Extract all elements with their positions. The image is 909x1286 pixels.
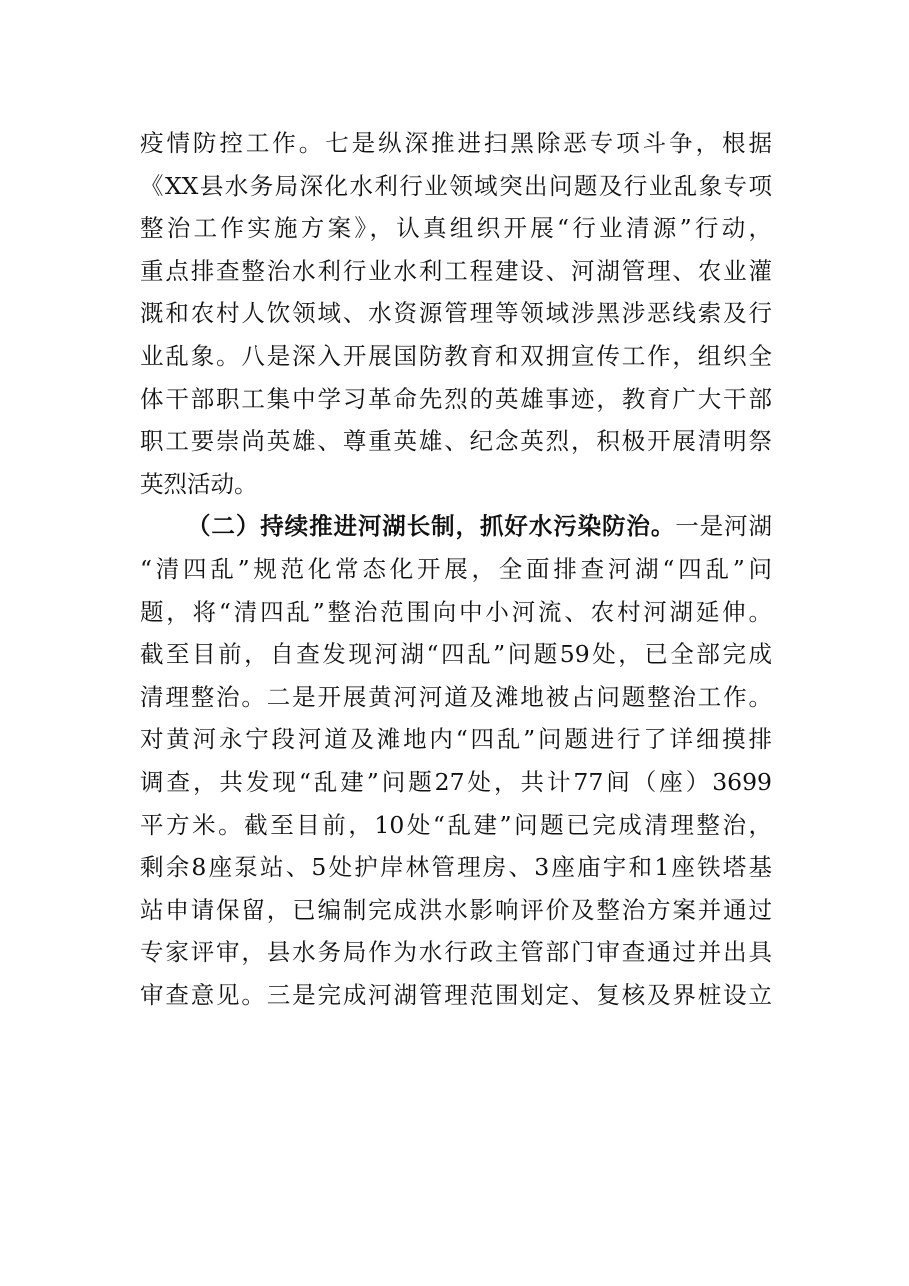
text-line: 疫情防控工作。七是纵深推进扫黑除恶专项斗争，根据 [140,129,772,157]
paragraph-2 [140,505,772,1016]
paragraph-heading-line [140,505,772,548]
body-text [140,122,772,1016]
section-heading: （二）持续推进河湖长制，抓好水污染防治。 [187,512,676,541]
text-line: 溉和农村人饮领域、水资源管理等领域涉黑涉恶线索及行 [140,299,772,328]
text-line: 整治工作实施方案》，认真组织开展“行业清源”行动， [140,214,772,243]
text-line: 截至目前，自查发现河湖“四乱”问题59处，已全部完成 [140,640,772,669]
text-line: 业乱象。八是深入开展国防教育和双拥宣传工作，组织全 [140,341,772,370]
text-line: 专家评审，县水务局作为水行政主管部门审查通过并出具 [140,938,772,967]
text-line: 剩余8座泵站、5处护岸林管理房、3座庙宇和1座铁塔基 [140,853,772,882]
text-line: 职工要崇尚英雄、尊重英雄、纪念英烈，积极开展清明祭 [140,427,772,456]
text-run: 一是河湖 [675,512,773,541]
text-line: 平方米。截至目前，10处“乱建”问题已完成清理整治， [140,810,772,839]
text-line: 重点排查整治水利行业水利工程建设、河湖管理、农业灌 [140,256,772,285]
text-line: 调查，共发现“乱建”问题27处，共计77间（座）3699 [140,767,772,796]
text-line: 《XX县水务局深化水利行业领域突出问题及行业乱象专项 [140,171,772,200]
paragraph-1 [140,122,772,505]
text-line: 题，将“清四乱”整治范围向中小河流、农村河湖延伸。 [140,597,772,626]
text-line: 对黄河永宁段河道及滩地内“四乱”问题进行了详细摸排 [140,725,772,754]
text-line: “清四乱”规范化常态化开展，全面排查河湖“四乱”问 [140,554,772,583]
text-line: 站申请保留，已编制完成洪水影响评价及整治方案并通过 [140,895,772,924]
text-line: 英烈活动。 [140,469,258,498]
text-line: 清理整治。二是开展黄河河道及滩地被占问题整治工作。 [140,682,772,711]
text-line: 审查意见。三是完成河湖管理范围划定、复核及界桩设立 [140,980,772,1009]
text-line: 体干部职工集中学习革命先烈的英雄事迹，教育广大干部 [140,384,772,413]
